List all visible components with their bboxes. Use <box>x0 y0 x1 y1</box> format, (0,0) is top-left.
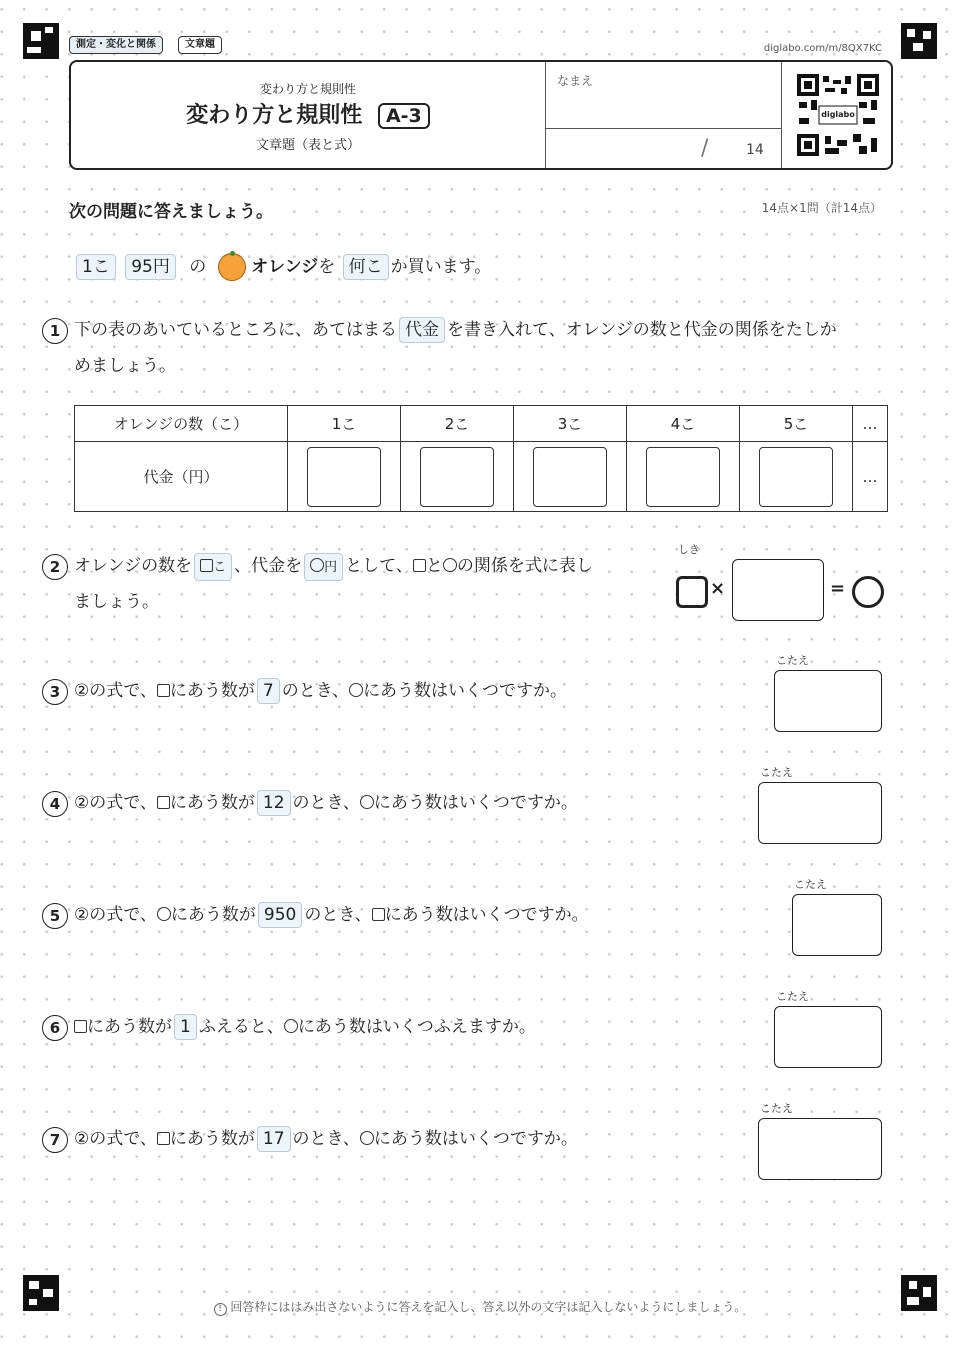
q4-pre: ②の式で、 <box>74 793 157 813</box>
q2-number: 2 <box>42 554 68 580</box>
intro-wo: を <box>318 257 336 277</box>
q3-pre: ②の式で、 <box>74 681 157 701</box>
answer-cell-4[interactable] <box>646 447 720 507</box>
info-icon: ! <box>214 1303 227 1316</box>
q2-box1-text: こ <box>213 560 227 575</box>
q1-text-b: を書き入れて、オレンジの数と代金の関係をたしか <box>447 320 837 340</box>
item-name: オレンジ <box>251 257 319 277</box>
circle-icon <box>310 558 324 572</box>
circle-icon <box>349 683 363 697</box>
qty-box: 1こ <box>76 254 116 280</box>
how-many-box: 何こ <box>343 254 389 280</box>
q5-text <box>74 901 589 929</box>
q5-pre: ②の式で、 <box>74 905 157 925</box>
q5-mid: にあう数が <box>170 905 256 925</box>
q1-number: 1 <box>42 318 68 344</box>
page-title: 変わり方と規則性 <box>186 103 363 128</box>
q5-post: のとき、 <box>304 905 372 925</box>
worksheet-url: diglabo.com/m/8QX7KC <box>763 43 882 54</box>
header-subtitle: 変わり方と規則性 <box>259 82 356 96</box>
q2-box2-text: 円 <box>324 560 338 575</box>
type-tag: 文章題 <box>178 36 222 54</box>
q6-number: 6 <box>42 1015 68 1041</box>
q1-text-a: 下の表のあいているところに、あてはまる <box>74 320 397 340</box>
q2-f: ましょう。 <box>74 592 159 612</box>
q3-answer-box[interactable] <box>774 670 882 732</box>
q2-d: と <box>425 556 443 576</box>
q4-answer-box[interactable] <box>758 782 882 844</box>
table-ellipsis: … <box>853 406 888 442</box>
q7-end: にあう数はいくつですか。 <box>373 1129 578 1149</box>
answer-cell-3[interactable] <box>533 447 607 507</box>
square-icon <box>157 1132 170 1145</box>
circle-icon <box>360 1131 374 1145</box>
q7-kotae-label: こたえ <box>760 1102 793 1115</box>
square-icon <box>157 684 170 697</box>
square-icon <box>372 908 385 921</box>
level-badge: A-3 <box>378 103 430 129</box>
price-box: 95円 <box>125 254 176 280</box>
intro-tail: か買います。 <box>390 257 492 277</box>
price-table <box>74 405 888 512</box>
q4-value: 12 <box>257 790 291 816</box>
points-note: 14点×1問（計14点） <box>761 201 882 215</box>
square-icon <box>413 559 426 572</box>
table-col-1: 1こ <box>288 406 401 442</box>
q7-pre: ②の式で、 <box>74 1129 157 1149</box>
q7-answer-box[interactable] <box>758 1118 882 1180</box>
circle-icon <box>360 795 374 809</box>
square-icon <box>74 1020 87 1033</box>
footer-text: 回答枠にははみ出さないように答えを記入し、答え以外の文字は記入しないようにしましょう。 <box>230 1300 747 1314</box>
q3-text <box>74 677 567 705</box>
q6-end: にあう数はいくつふえますか。 <box>297 1017 536 1037</box>
answer-cell-5[interactable] <box>759 447 833 507</box>
q4-kotae-label: こたえ <box>760 766 793 779</box>
q6-mid: にあう数が <box>87 1017 172 1037</box>
circle-icon <box>284 1019 298 1033</box>
q4-text <box>74 789 578 817</box>
worksheet-header <box>69 60 893 170</box>
q6-text <box>74 1013 536 1041</box>
q3-value: 7 <box>257 678 280 704</box>
q2-b: 、代金を <box>234 556 303 576</box>
instruction: 次の問題に答えましょう。 <box>69 197 273 222</box>
qr-label: diglabo <box>821 110 855 119</box>
corner-marker-top-left <box>23 23 59 59</box>
q4-mid: にあう数が <box>169 793 255 813</box>
q7-post: のとき、 <box>292 1129 360 1149</box>
formula-answer-box[interactable] <box>732 559 824 621</box>
q5-value: 950 <box>258 902 302 928</box>
q7-text <box>74 1125 578 1153</box>
q1-highlight: 代金 <box>399 317 445 343</box>
formula-circle <box>852 576 884 608</box>
q1-text <box>74 316 837 344</box>
score-total: 14 <box>746 142 764 158</box>
q6-post: ふえると、 <box>198 1017 284 1037</box>
q5-end: にあう数はいくつですか。 <box>384 905 589 925</box>
square-icon <box>157 796 170 809</box>
q2-box1 <box>194 553 232 581</box>
q6-answer-box[interactable] <box>774 1006 882 1068</box>
shiki-label: しき <box>678 543 700 556</box>
name-field[interactable] <box>547 64 779 126</box>
footer-note <box>0 1298 960 1316</box>
table-col-3: 3こ <box>514 406 627 442</box>
table-col-2: 2こ <box>401 406 514 442</box>
qr-code <box>797 74 879 156</box>
q7-number: 7 <box>42 1127 68 1153</box>
q6-value: 1 <box>174 1014 197 1040</box>
category-tag: 測定・変化と関係 <box>69 36 163 54</box>
q7-mid: にあう数が <box>169 1129 255 1149</box>
answer-cell-2[interactable] <box>420 447 494 507</box>
header-title-row <box>71 98 545 129</box>
q5-number: 5 <box>42 903 68 929</box>
q2-c: として、 <box>345 556 413 576</box>
q3-post: のとき、 <box>281 681 350 701</box>
circle-icon <box>443 558 457 572</box>
table-header-count: オレンジの数（こ） <box>75 406 288 442</box>
circle-icon <box>157 907 171 921</box>
table-col-4: 4こ <box>627 406 740 442</box>
q3-kotae-label: こたえ <box>776 654 809 667</box>
q5-answer-box[interactable] <box>792 894 882 956</box>
intro-line <box>74 253 491 281</box>
q2-text <box>74 552 593 581</box>
q4-post: のとき、 <box>292 793 360 813</box>
q4-end: にあう数はいくつですか。 <box>373 793 578 813</box>
q3-mid: にあう数が <box>169 681 255 701</box>
header-kind: 文章題（表と式） <box>255 138 360 153</box>
answer-cell-1[interactable] <box>307 447 381 507</box>
square-icon <box>200 559 213 572</box>
q2-a: オレンジの数を <box>74 556 193 576</box>
orange-icon <box>218 253 246 281</box>
formula-square <box>676 576 708 608</box>
q3-number: 3 <box>42 679 68 705</box>
formula-equals: = <box>830 578 846 599</box>
q6-kotae-label: こたえ <box>776 990 809 1003</box>
q3-end: にあう数はいくつですか。 <box>363 681 568 701</box>
corner-marker-top-right <box>901 23 937 59</box>
q2-e: の関係を式に表し <box>456 556 593 576</box>
table-col-5: 5こ <box>740 406 853 442</box>
formula-times: × <box>710 578 726 599</box>
q1-text-c: めましょう。 <box>74 356 176 376</box>
q2-box2 <box>304 553 343 581</box>
q4-number: 4 <box>42 791 68 817</box>
intro-no: の <box>189 257 207 277</box>
name-label: なまえ <box>557 74 594 88</box>
q5-kotae-label: こたえ <box>794 878 827 891</box>
table-header-price: 代金（円） <box>75 442 288 512</box>
table-ellipsis-2: … <box>853 442 888 512</box>
q7-value: 17 <box>257 1126 291 1152</box>
score-slash: / <box>701 136 709 161</box>
